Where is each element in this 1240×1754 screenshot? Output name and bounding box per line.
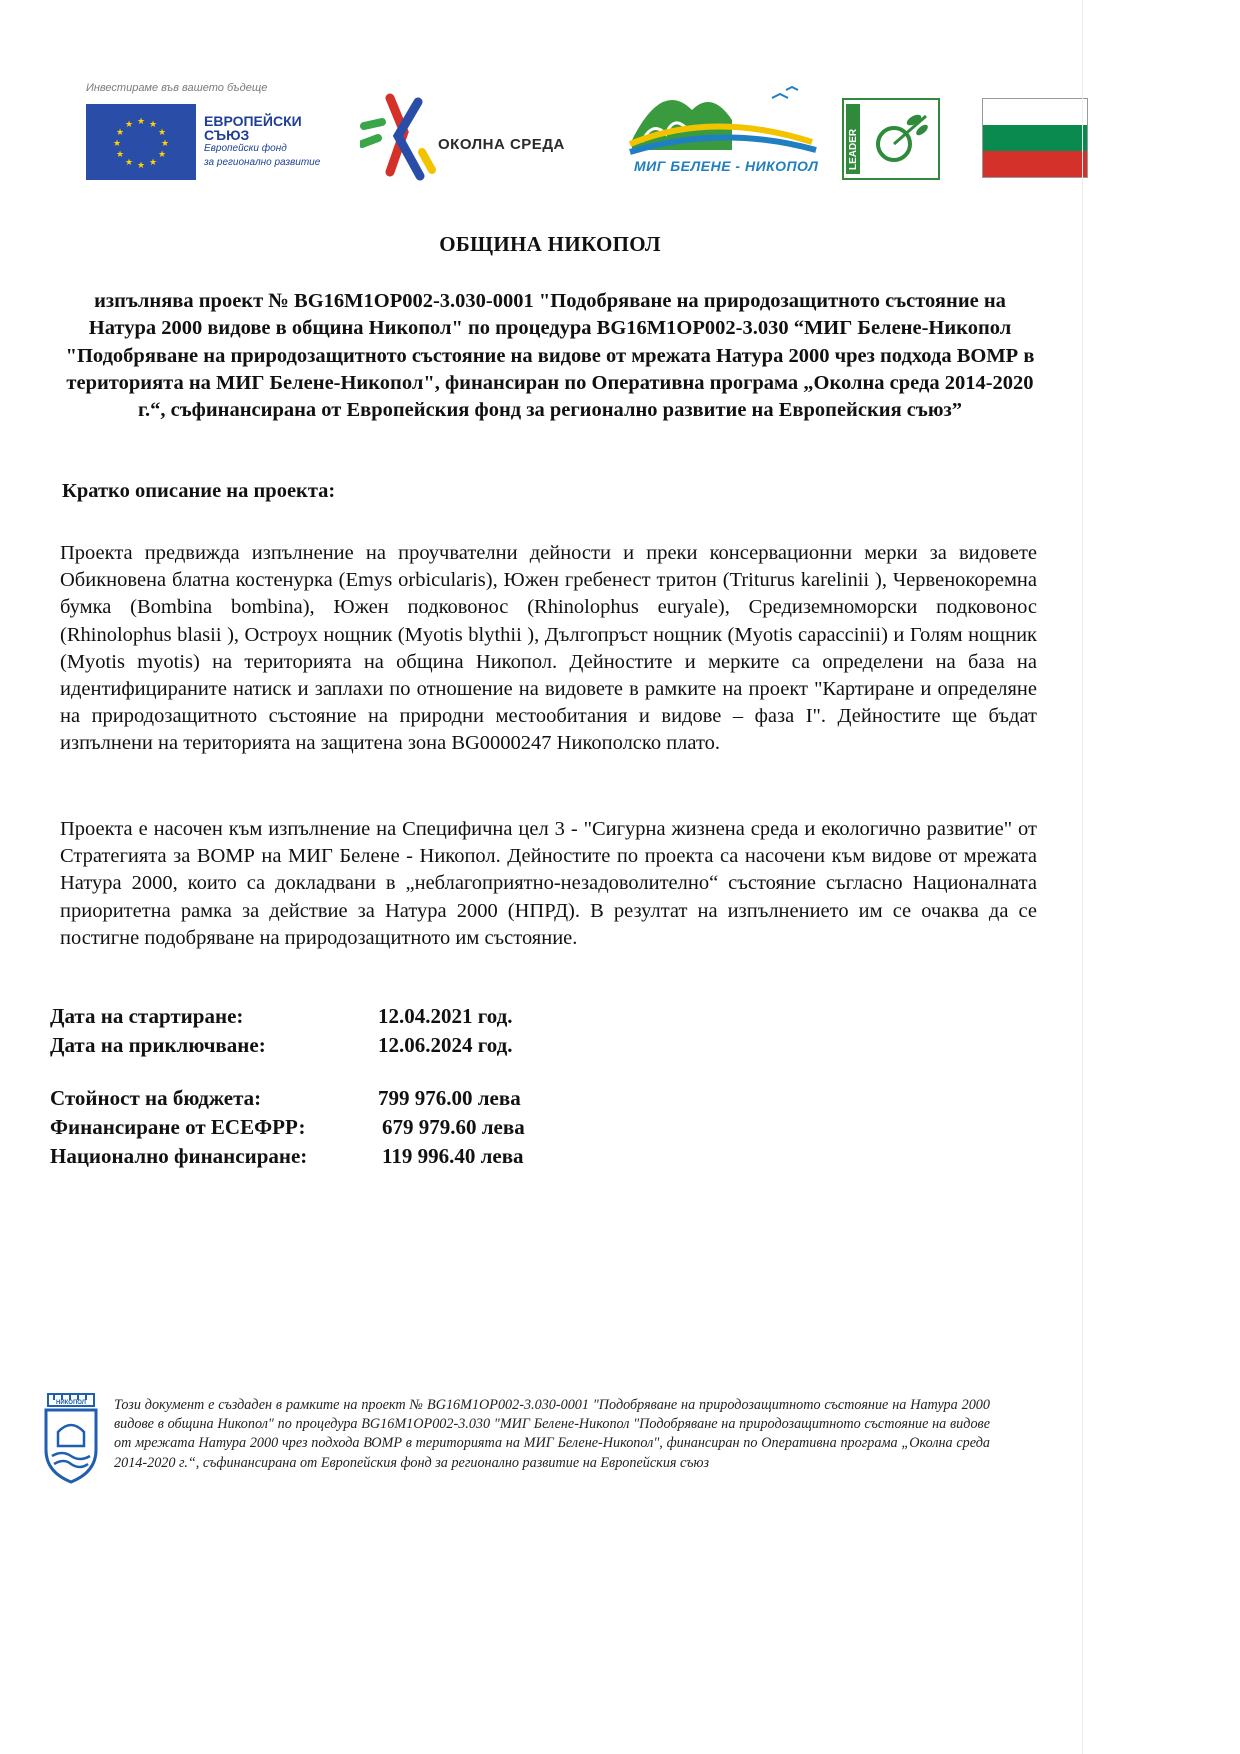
svg-text:★: ★: [124, 158, 134, 168]
svg-text:★: ★: [115, 150, 125, 160]
eu-title-line1: ЕВРОПЕЙСКИ: [204, 113, 302, 129]
budget-row-eu: [50, 1115, 610, 1144]
crest-label: НИКОПОЛ: [55, 1400, 87, 1406]
date-value: 12.06.2024 год.: [378, 1033, 513, 1057]
footer-disclaimer: Този документ е създаден в рамките на проект № BG16M1OP002-3.030-0001 "Подобряване на природозащитното състояние на Натура 2000 видове в община Никопол" по процедура BG16M1OP002-3.030 "МИГ Белене-Никопол "Подобряване на природозащитното състояние на видове от мрежата Натура 2000 чрез подхода ВОМР в територията на МИГ Белене-Никопол", финансиран по Оперативна програма „Околна среда 2014-2020 г.“, съфинансирана от Европейския фонд за регионално развитие на Европейския съюз: [114, 1397, 990, 1471]
description-paragraph-2: Проекта е насочен към изпълнение на Специфична цел 3 - "Сигурна жизнена среда и екологично развитие" от Стратегията за ВОМР на МИГ Белене - Никопол. Дейностите по проекта са насочени към видове от мрежата Натура 2000, които са докладвани в „неблагоприятно-незадоволително“ състояние съгласно Националната приоритетна рамка за действие за Натура 2000 (НПРД). В резултат на изпълнението им се очаква да се постигне подобряване на природозащитното им състояние.: [60, 818, 1037, 949]
budget-label: Национално финансиране:: [50, 1144, 308, 1168]
svg-text:★: ★: [124, 120, 134, 130]
date-label: Дата на стартиране:: [50, 1004, 244, 1028]
okolna-sreda-mark-icon: [360, 92, 440, 182]
mig-landscape-icon: [622, 80, 822, 160]
budget-value: 799 976.00 лева: [378, 1086, 521, 1110]
leader-wordmark: [846, 104, 860, 174]
leader-plant-icon: [864, 104, 934, 174]
svg-text:★: ★: [148, 158, 158, 168]
date-label: Дата на приключване:: [50, 1033, 266, 1057]
description-paragraph-1: Проекта предвижда изпълнение на проучвателни дейности и преки консервационни мерки за видовете Обикновена блатна костенурка (Emys orbicularis), Южен гребенест тритон (Triturus karelinii ), Червенокоремна бумка (Bombina bombina), Южен подковонос (Rhinolophus euryale), Средиземноморски подковонос (Rhinolophus blasii ), Остроух нощник (Myotis blythii ), Дългопръст нощник (Myotis capaccinii) и Голям нощник (Myotis myotis) на територията на община Никопол. Дейностите и мерките са определени на база на идентифицираните натиск и заплахи по отношение на видовете в рамките на проект "Картиране и определяне на природозащитното състояние на природни местообитания и видове – фаза I". Дейностите ще бъдат изпълнени на територията на защитена зона BG0000247 Никополско плато.: [60, 542, 1037, 755]
budget-value: 679 979.60 лева: [382, 1115, 525, 1139]
bulgaria-flag-icon: [982, 98, 1088, 178]
eu-logo: [78, 80, 348, 190]
okolna-sreda-label: ОКОЛНА СРЕДА: [438, 136, 565, 153]
eu-logo-text: [204, 114, 320, 170]
svg-text:★: ★: [136, 161, 146, 171]
budget-row-total: [50, 1086, 610, 1115]
svg-text:★: ★: [115, 128, 125, 138]
eu-title-line2: СЪЮЗ: [204, 127, 250, 143]
eu-tagline: Инвестираме във вашето бъдеще: [86, 82, 268, 94]
project-intro: изпълнява проект № BG16M1OP002-3.030-0001 "Подобряване на природозащитното състояние на Натура 2000 видове в община Никопол" по процедура BG16M1OP002-3.030 “МИГ Белене-Никопол "Подобряване на природозащитното състояние на видове от мрежата Натура 2000 чрез подхода ВОМР в територията на МИГ Белене-Никопол", финансиран по Оперативна програма „Околна среда 2014-2020 г.“, съфинансирана от Европейския фонд за регионално развитие на Европейския съюз”: [65, 290, 1035, 422]
svg-text:★: ★: [112, 139, 122, 149]
document-title: ОБЩИНА НИКОПОЛ: [439, 232, 661, 256]
mig-logo: [622, 80, 822, 190]
okolna-sreda-logo: [360, 92, 600, 182]
logo-bar: [70, 80, 1150, 190]
eu-flag-icon: [86, 104, 196, 180]
budget-label: Стойност на бюджета:: [50, 1086, 262, 1110]
svg-text:★: ★: [157, 128, 167, 138]
section-heading: Кратко описание на проекта:: [62, 480, 336, 502]
date-row-start: [50, 1004, 610, 1033]
project-budget: [50, 1086, 610, 1173]
date-row-end: [50, 1033, 610, 1062]
svg-text:★: ★: [160, 139, 170, 149]
eu-fund-line2: за регионално развитие: [204, 157, 321, 168]
svg-text:★: ★: [148, 120, 158, 130]
project-dates: [50, 1004, 610, 1062]
budget-row-national: [50, 1144, 610, 1173]
mig-label: МИГ БЕЛЕНЕ - НИКОПОЛ: [634, 158, 819, 174]
budget-value: 119 996.40 лева: [382, 1144, 524, 1168]
nikopol-crest-icon: [40, 1392, 102, 1484]
leader-logo: [842, 98, 940, 180]
svg-text:★: ★: [157, 150, 167, 160]
date-value: 12.04.2021 год.: [378, 1004, 513, 1028]
eu-fund-line1: Европейски фонд: [204, 143, 287, 154]
svg-text:★: ★: [136, 117, 146, 127]
budget-label: Финансиране от ЕСЕФРР:: [50, 1115, 306, 1139]
leader-label: LEADER: [848, 128, 859, 170]
scan-edge: [1082, 0, 1083, 1754]
